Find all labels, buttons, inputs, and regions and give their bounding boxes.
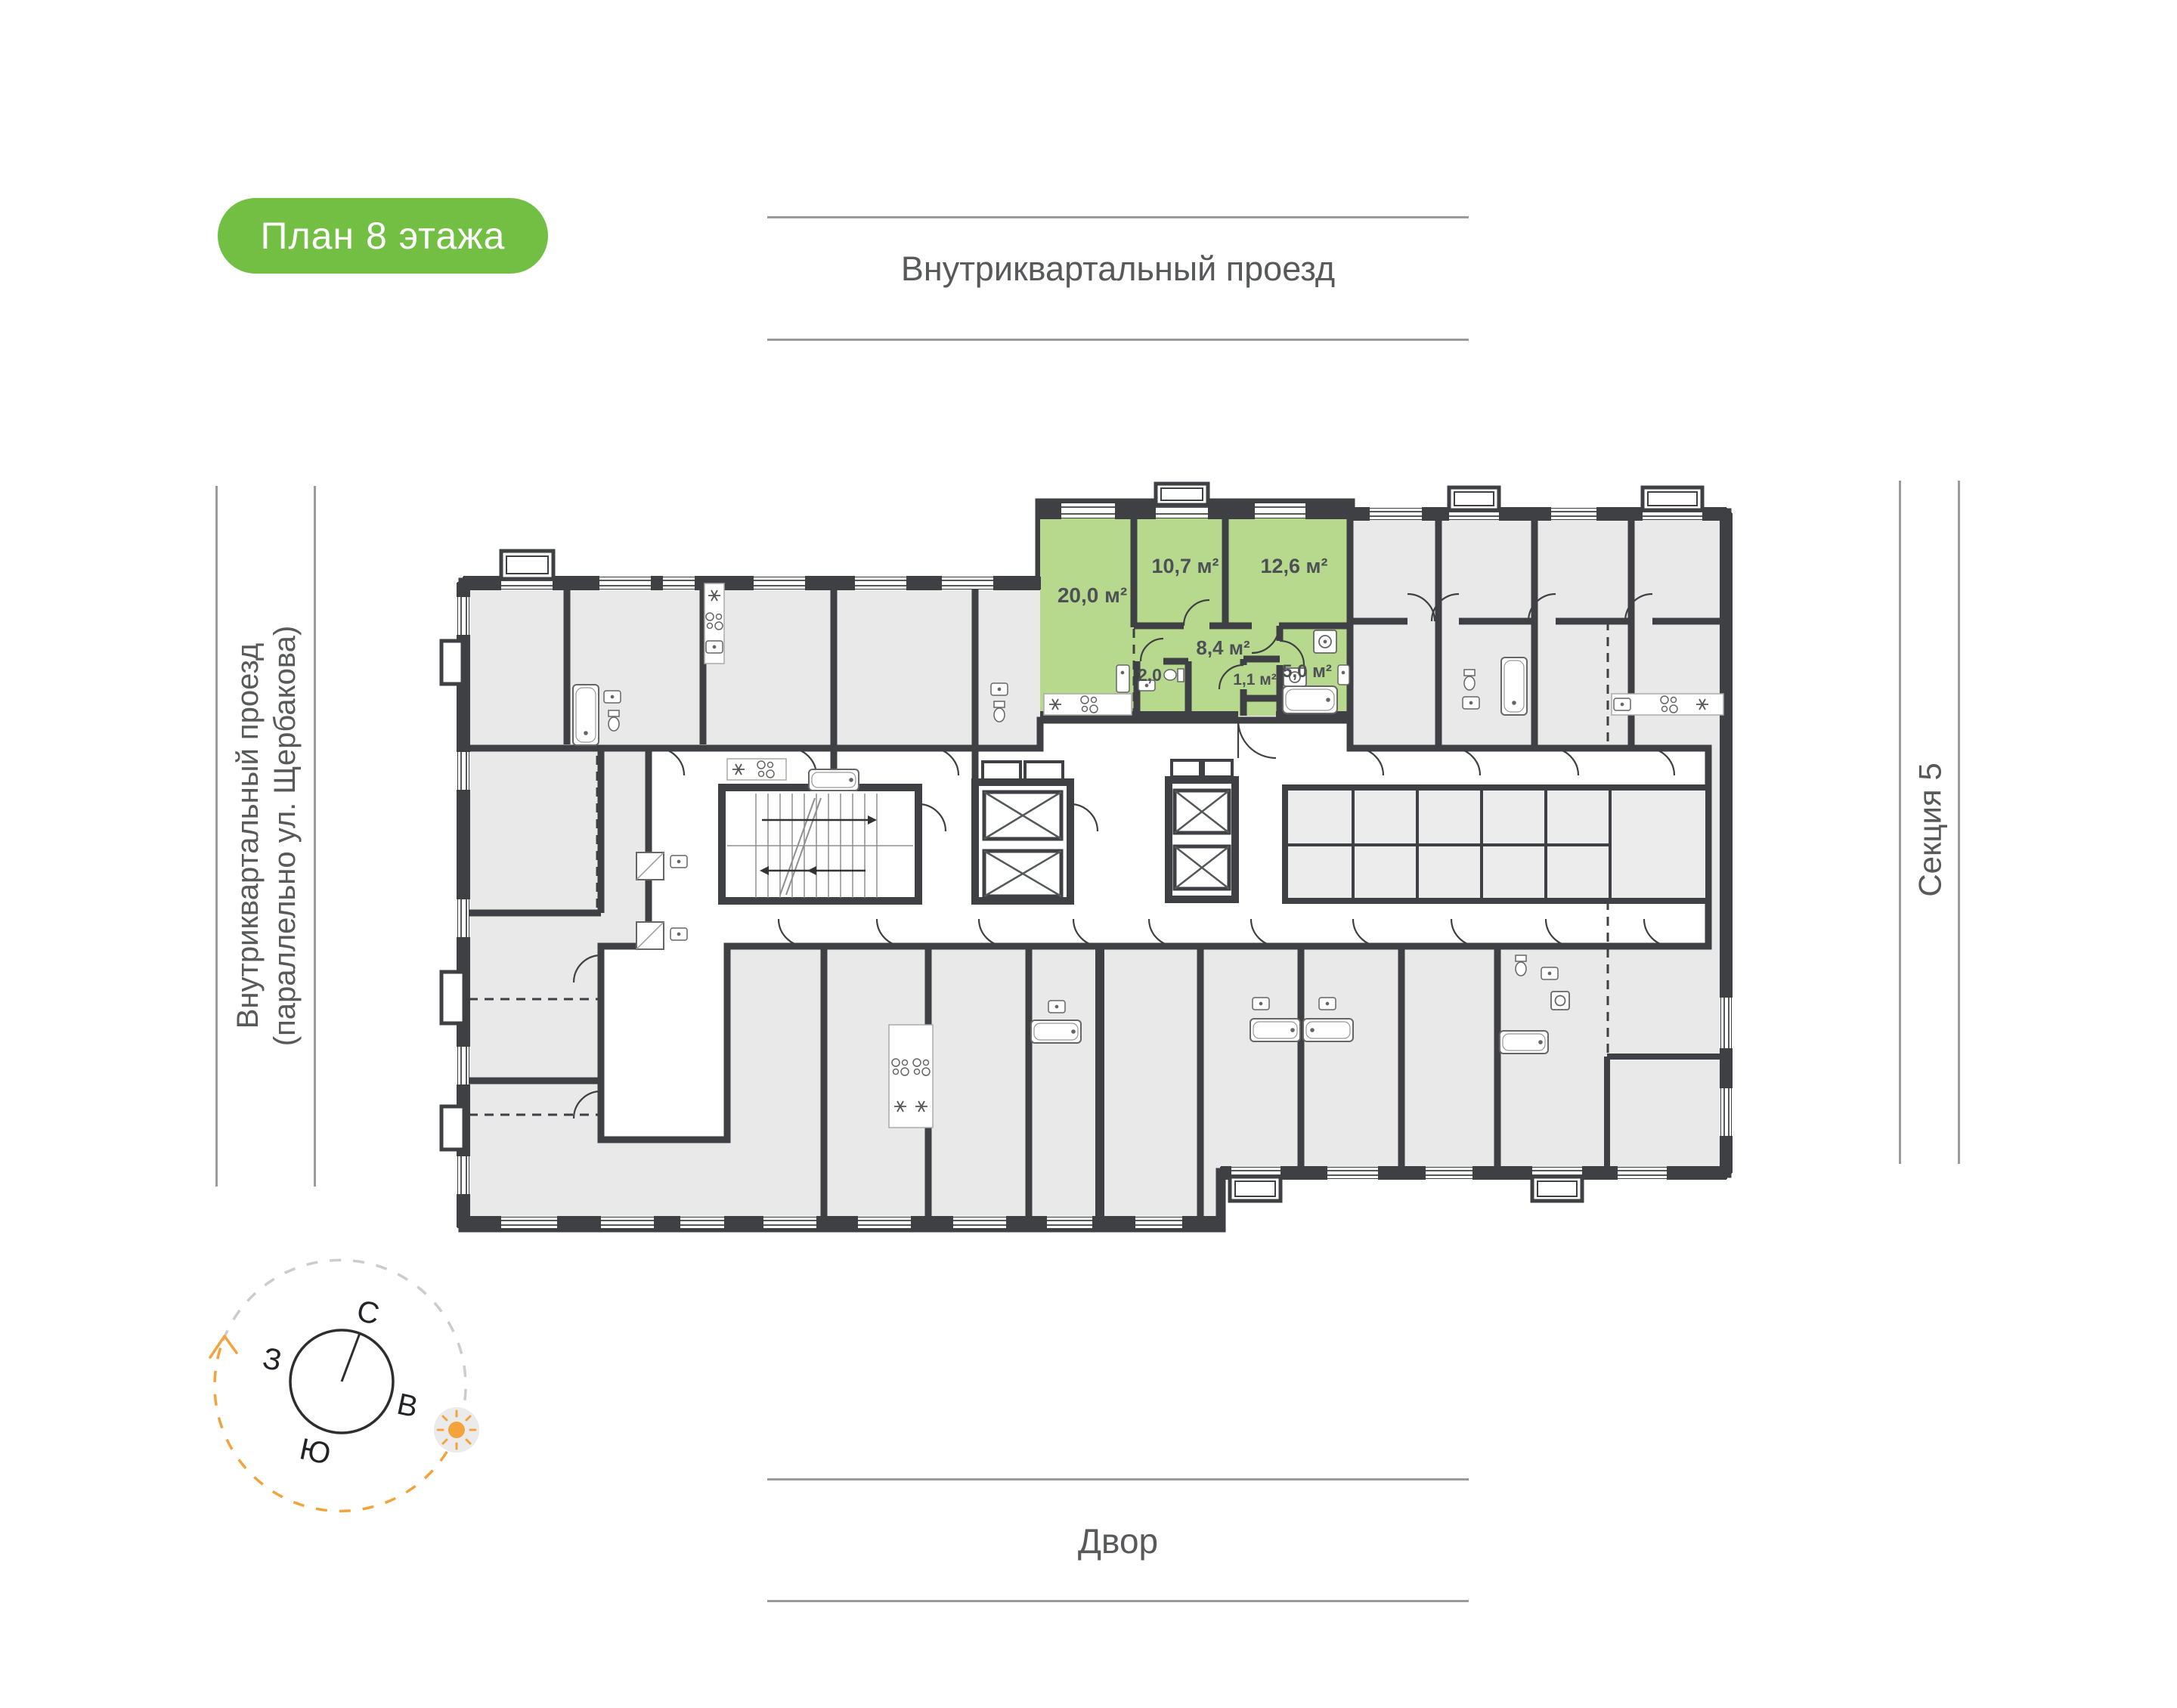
section-label: Секция 5 bbox=[1912, 763, 1948, 897]
sun-icon bbox=[434, 1407, 479, 1453]
room-label-bathroom: 5,0 м² bbox=[1282, 661, 1332, 682]
compass-arrowhead bbox=[210, 1336, 237, 1357]
floor-badge-label: План 8 этажа bbox=[260, 215, 506, 257]
elevator-bank-left bbox=[975, 762, 1070, 901]
utility-rooms bbox=[1285, 787, 1708, 901]
top-street-label: Внутриквартальный проезд bbox=[900, 249, 1336, 288]
room-label-hallway: 8,4 м² bbox=[1196, 636, 1250, 659]
left-street-label-line1: Внутриквартальный проезд bbox=[231, 642, 265, 1029]
compass-west-label: З bbox=[259, 1341, 285, 1378]
room-label-living: 20,0 м² bbox=[1057, 583, 1128, 607]
room-label-bedroom1: 10,7 м² bbox=[1151, 555, 1219, 577]
stairwell bbox=[722, 787, 918, 901]
room-label-bedroom2: 12,6 м² bbox=[1260, 555, 1328, 577]
compass-south-label: Ю bbox=[296, 1432, 334, 1471]
room-label-wc: 2,0 bbox=[1138, 665, 1162, 685]
compass-north-label: С bbox=[354, 1294, 382, 1332]
yard-label: Двор bbox=[1077, 1521, 1159, 1561]
elevator-bank-right bbox=[1169, 760, 1235, 899]
compass bbox=[197, 1239, 529, 1572]
compass-east-label: В bbox=[394, 1387, 421, 1425]
room-label-wardrobe: 1,1 м² bbox=[1233, 671, 1277, 688]
left-street-label-line2: (параллельно ул. Щербакова) bbox=[268, 625, 302, 1047]
